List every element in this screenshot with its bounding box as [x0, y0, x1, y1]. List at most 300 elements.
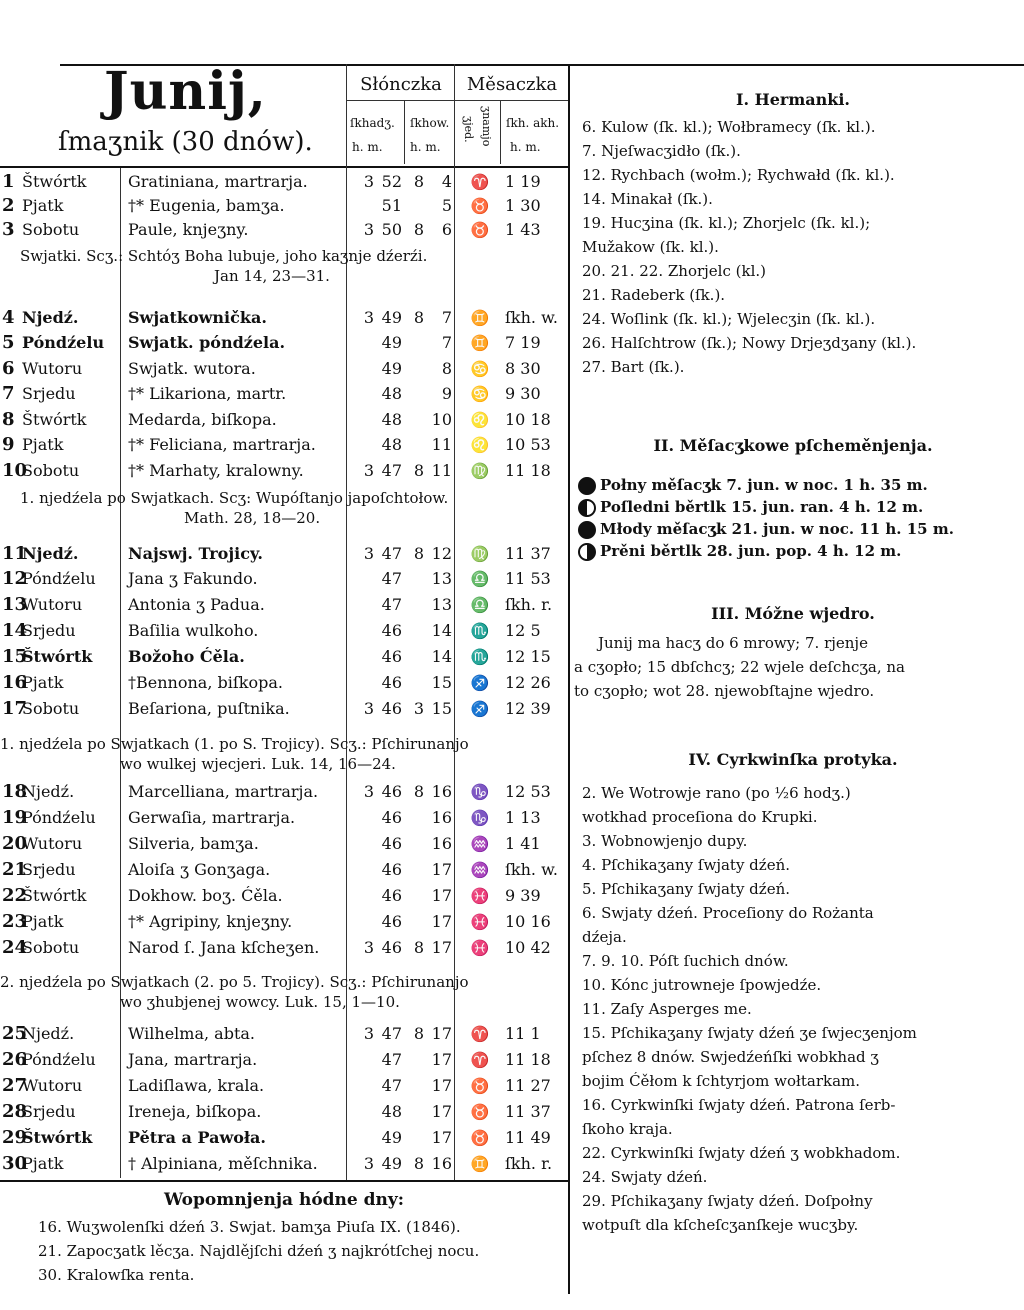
church-item: wotkhad proceſiona do Krupki.: [582, 808, 818, 826]
sunrise-minute: 51: [381, 196, 402, 215]
saint-name: Pětra a Pawoła.: [128, 1128, 266, 1147]
sunrise-minute: 49: [381, 1154, 402, 1173]
church-item: 5. Pſchikaʒany ſwjaty dźeń.: [582, 880, 790, 898]
weather-line-1: Junij ma hacʒ do 6 mrowy; 7. rjenje: [598, 634, 868, 652]
day-row: [0, 1048, 570, 1072]
weekday: Njedź.: [22, 782, 75, 801]
sunrise-minute: 48: [381, 410, 402, 429]
market-item: Mužakow (ſk. kl.).: [582, 238, 719, 256]
weekday: Njedź.: [22, 1024, 75, 1043]
church-item: 6. Swjaty dźeń. Proceſiony do Rożanta: [582, 904, 874, 922]
zodiac-sign-icon: ♑: [470, 783, 490, 801]
phase-first-quarter: [578, 540, 901, 562]
zodiac-sign-icon: ♊: [470, 334, 490, 352]
day-number: 13: [2, 594, 28, 615]
day-row: [0, 858, 570, 882]
week-note-3a: 1. njedźela po Swjatkach (1. po S. Trojicy). Scʒ.: Pſchirunanjo: [0, 735, 469, 753]
church-item: dźeja.: [582, 928, 627, 946]
day-number: 9: [2, 434, 15, 455]
saint-name: †* Feliciana, martrarja.: [128, 435, 316, 454]
saint-name: Paule, knjeʒny.: [128, 220, 249, 239]
week-note-4b: wo ʒhubjenej wowcy. Luk. 15, 1—10.: [120, 993, 400, 1011]
day-number: 14: [2, 620, 28, 641]
sunset-minute: 8: [441, 359, 452, 378]
market-item: 6. Kulow (ſk. kl.); Wołbramecy (ſk. kl.).: [582, 118, 876, 136]
church-item: 4. Pſchikaʒany ſwjaty dźeń.: [582, 856, 790, 874]
sun-set-label: ſkhow.: [410, 116, 450, 130]
day-number: 27: [2, 1075, 28, 1096]
sign-label-2: ʒjed.: [462, 116, 475, 143]
sunrise-minute: 47: [381, 1024, 402, 1043]
saint-name: Silveria, bamʒa.: [128, 834, 259, 853]
zodiac-sign-icon: ♈: [470, 1025, 490, 1043]
sunrise-hour: 3: [363, 1154, 374, 1173]
section-weather-title: III. Móžne wjedro.: [711, 604, 875, 623]
sunrise-minute: 48: [381, 1102, 402, 1121]
sunset-minute: 16: [431, 1154, 452, 1173]
moon-time: ſkh. r.: [505, 1154, 553, 1173]
sunset-minute: 17: [431, 1128, 452, 1147]
day-number: 28: [2, 1101, 28, 1122]
sunset-minute: 16: [431, 782, 452, 801]
zodiac-sign-icon: ♒: [470, 861, 490, 879]
sunset-hour: 8: [413, 172, 424, 191]
moon-time: 9 30: [505, 384, 541, 403]
saint-name: Gerwaſia, martrarja.: [128, 808, 296, 827]
saint-name: Dokhow. boʒ. Ćěla.: [128, 886, 283, 905]
church-item: 16. Cyrkwinſki ſwjaty dźeń. Patrona ſerb-: [582, 1096, 896, 1114]
sunrise-minute: 46: [381, 647, 402, 666]
weekday: Njedź.: [22, 544, 79, 563]
sun-rise-label: ſkhadʒ.: [350, 116, 395, 130]
day-row: [0, 832, 570, 856]
day-number: 30: [2, 1153, 28, 1174]
church-item: ſkoho kraja.: [582, 1120, 673, 1138]
sunset-minute: 17: [431, 938, 452, 957]
zodiac-sign-icon: ♋: [470, 385, 490, 403]
saint-name: Swjatk. wutora.: [128, 359, 256, 378]
day-number: 19: [2, 807, 28, 828]
saint-name: Beſariona, puſtnika.: [128, 699, 290, 718]
zodiac-sign-icon: ♊: [470, 309, 490, 327]
sunset-hour: 3: [413, 699, 424, 718]
church-item: 24. Swjaty dźeń.: [582, 1168, 708, 1186]
saint-name: Najswj. Trojicy.: [128, 544, 263, 563]
day-number: 3: [2, 219, 15, 240]
footer-item-1: 16. Wuʒwolenſki dźeń 3. Swjat. bamʒa Piuſa IX. (1846).: [38, 1218, 461, 1236]
moon-time: 11 49: [505, 1128, 551, 1147]
zodiac-sign-icon: ♓: [470, 939, 490, 957]
moon-time: 11 1: [505, 1024, 541, 1043]
moon-time: 1 13: [505, 808, 541, 827]
moon-time: ſkh. r.: [505, 595, 553, 614]
zodiac-sign-icon: ♉: [470, 221, 490, 239]
moon-time: 1 19: [505, 172, 541, 191]
day-number: 25: [2, 1023, 28, 1044]
day-row: [0, 306, 570, 330]
market-item: 26. Halſchtrow (ſk.); Nowy Drjeʒdʒany (kl.).: [582, 334, 917, 352]
sunrise-hour: 3: [363, 544, 374, 563]
saint-name: Jana, martrarja.: [128, 1050, 258, 1069]
day-row: [0, 806, 570, 830]
saint-name: †* Marhaty, kralowny.: [128, 461, 304, 480]
saint-name: †Bennona, biſkopa.: [128, 673, 283, 692]
weekday: Póndźelu: [22, 569, 96, 588]
day-row: [0, 567, 570, 591]
weekday: Pjatk: [22, 435, 64, 454]
day-number: 11: [2, 543, 28, 564]
moon-time: 10 53: [505, 435, 551, 454]
day-row: [0, 1152, 570, 1176]
weekday: Štwórtk: [22, 410, 87, 429]
sunset-hour: 8: [413, 461, 424, 480]
section-church-title: IV. Cyrkwinſka protyka.: [688, 750, 898, 769]
saint-name: Narod ſ. Jana kſcheʒen.: [128, 938, 320, 957]
new-moon-icon: [578, 521, 596, 539]
zodiac-sign-icon: ♐: [470, 700, 490, 718]
week-note-2a: 1. njedźela po Swjatkach. Scʒ: Wupóſtanjo japoſchtołow.: [20, 489, 449, 507]
zodiac-sign-icon: ♈: [470, 1051, 490, 1069]
moon-time: 8 30: [505, 359, 541, 378]
day-row: [0, 645, 570, 669]
zodiac-sign-icon: ♏: [470, 648, 490, 666]
weekday: Srjedu: [22, 384, 76, 403]
day-row: [0, 331, 570, 355]
sunset-minute: 17: [431, 1024, 452, 1043]
moon-time: 12 53: [505, 782, 551, 801]
market-item: 24. Woſlink (ſk. kl.); Wjelecʒin (ſk. kl.).: [582, 310, 876, 328]
moon-time: 12 5: [505, 621, 541, 640]
day-number: 16: [2, 672, 28, 693]
zodiac-sign-icon: ♈: [470, 173, 490, 191]
sunrise-minute: 47: [381, 595, 402, 614]
zodiac-sign-icon: ♍: [470, 545, 490, 563]
section-markets-title: I. Hermanki.: [735, 90, 850, 109]
weekday: Pjatk: [22, 673, 64, 692]
moon-header: Měsaczka: [466, 74, 558, 95]
day-row: [0, 1074, 570, 1098]
weekday: Pjatk: [22, 196, 64, 215]
zodiac-sign-icon: ♌: [470, 411, 490, 429]
day-row: [0, 357, 570, 381]
sunset-minute: 10: [431, 410, 452, 429]
sunrise-minute: 46: [381, 673, 402, 692]
hm-label-1: h. m.: [352, 140, 383, 154]
market-item: 12. Rychbach (wołm.); Rychwałd (ſk. kl.).: [582, 166, 895, 184]
sunset-hour: 8: [413, 220, 424, 239]
weekday: Wutoru: [22, 359, 83, 378]
full-moon-icon: [578, 477, 596, 495]
day-number: 12: [2, 568, 28, 589]
sunset-minute: 9: [441, 384, 452, 403]
zodiac-sign-icon: ♍: [470, 462, 490, 480]
sunset-minute: 14: [431, 647, 452, 666]
moon-time: 12 15: [505, 647, 551, 666]
moon-time: 11 37: [505, 1102, 551, 1121]
church-item: 7. 9. 10. Póſt ſuchich dnów.: [582, 952, 789, 970]
sunrise-minute: 48: [381, 435, 402, 454]
sunset-minute: 5: [441, 196, 452, 215]
market-item: 27. Bart (ſk.).: [582, 358, 685, 376]
week-note-1a: Swjatki. Scʒ.: Schtóʒ Boha lubuje, joho kaʒnje dźerźi.: [20, 247, 428, 265]
market-item: 14. Minakał (ſk.).: [582, 190, 713, 208]
weather-line-2: a cʒopło; 15 dbſchcʒ; 22 wjele deſchcʒa, na: [574, 658, 905, 676]
sunset-minute: 11: [431, 461, 452, 480]
sunrise-hour: 3: [363, 308, 374, 327]
day-number: 23: [2, 911, 28, 932]
day-number: 10: [2, 460, 28, 481]
saint-name: † Alpiniana, měſchnika.: [128, 1154, 318, 1173]
day-row: [0, 1126, 570, 1150]
sunset-minute: 11: [431, 435, 452, 454]
day-row: [0, 1022, 570, 1046]
month-subtitle: ſmaʒnik (30 dnów).: [58, 127, 313, 157]
moon-time: 10 18: [505, 410, 551, 429]
zodiac-sign-icon: ♓: [470, 887, 490, 905]
day-number: 21: [2, 859, 28, 880]
zodiac-sign-icon: ♉: [470, 197, 490, 215]
sunset-hour: 8: [413, 782, 424, 801]
day-row: [0, 619, 570, 643]
day-number: 7: [2, 383, 15, 404]
hm-label-3: h. m.: [510, 140, 541, 154]
day-row: [0, 671, 570, 695]
day-row: [0, 780, 570, 804]
sunrise-hour: 3: [363, 699, 374, 718]
moon-time: 12 39: [505, 699, 551, 718]
moon-time: 12 26: [505, 673, 551, 692]
moon-time: 11 53: [505, 569, 551, 588]
weekday: Srjedu: [22, 1102, 76, 1121]
day-row: [0, 218, 570, 242]
day-number: 17: [2, 698, 28, 719]
month-title: Junij,: [104, 61, 267, 122]
moon-time-label: ſkh. akh.: [506, 116, 560, 130]
saint-name: Medarda, biſkopa.: [128, 410, 277, 429]
day-row: [0, 433, 570, 457]
sunset-hour: 8: [413, 1154, 424, 1173]
weekday: Srjedu: [22, 860, 76, 879]
phase-new: [578, 518, 954, 540]
sunrise-minute: 50: [381, 220, 402, 239]
saint-name: Ireneja, biſkopa.: [128, 1102, 262, 1121]
day-number: 2: [2, 195, 15, 216]
sunrise-hour: 3: [363, 938, 374, 957]
first-quarter-moon-icon: [578, 543, 596, 561]
zodiac-sign-icon: ♒: [470, 835, 490, 853]
church-item: 11. Zaſy Asperges me.: [582, 1000, 752, 1018]
sunset-minute: 7: [441, 308, 452, 327]
saint-name: Swjatk. póndźela.: [128, 333, 286, 352]
zodiac-sign-icon: ♌: [470, 436, 490, 454]
church-item: bojim Ćěłom k ſchtyrjom wołtarkam.: [582, 1072, 861, 1090]
sunset-minute: 17: [431, 1076, 452, 1095]
zodiac-sign-icon: ♑: [470, 809, 490, 827]
day-row: [0, 194, 570, 218]
day-row: [0, 936, 570, 960]
sunrise-minute: 46: [381, 860, 402, 879]
weekday: Štwórtk: [22, 647, 93, 666]
zodiac-sign-icon: ♋: [470, 360, 490, 378]
moon-time: ſkh. w.: [505, 308, 558, 327]
phase-last-quarter-text: Poſledni běrtlk 15. jun. ran. 4 h. 12 m.: [600, 498, 924, 516]
sunrise-minute: 47: [381, 1076, 402, 1095]
sunset-minute: 13: [431, 595, 452, 614]
week-note-2b: Math. 28, 18—20.: [184, 509, 321, 527]
sunset-minute: 17: [431, 860, 452, 879]
phase-new-text: Młody měſacʒk 21. jun. w noc. 11 h. 15 m.: [600, 520, 954, 538]
saint-name: Jana ʒ Fakundo.: [128, 569, 258, 588]
weekday: Srjedu: [22, 621, 76, 640]
saint-name: Antonia ʒ Padua.: [128, 595, 265, 614]
day-row: [0, 910, 570, 934]
saint-name: †* Agripiny, knjeʒny.: [128, 912, 293, 931]
sunset-minute: 15: [431, 699, 452, 718]
section-moon-phases-title: II. Měſacʒkowe pſcheměnjenja.: [653, 436, 933, 455]
church-item: 10. Kónc jutrowneje ſpowjedźe.: [582, 976, 822, 994]
sun-header: Słónczka: [360, 74, 442, 95]
week-note-4a: 2. njedźela po Swjatkach (2. po 5. Trojicy). Scʒ.: Pſchirunanjo: [0, 973, 469, 991]
sunrise-minute: 46: [381, 808, 402, 827]
week-note-3b: wo wulkej wjecjeri. Luk. 14, 16—24.: [120, 755, 396, 773]
weekday: Wutoru: [22, 595, 83, 614]
saint-name: Swjatkownička.: [128, 308, 267, 327]
moon-time: 7 19: [505, 333, 541, 352]
weekday: Sobotu: [22, 938, 80, 957]
moon-time: ſkh. w.: [505, 860, 558, 879]
week-note-1b: Jan 14, 23—31.: [214, 267, 330, 285]
sunrise-minute: 49: [381, 333, 402, 352]
zodiac-sign-icon: ♎: [470, 596, 490, 614]
day-row: [0, 170, 570, 194]
zodiac-sign-icon: ♉: [470, 1077, 490, 1095]
sunrise-minute: 46: [381, 699, 402, 718]
day-row: [0, 542, 570, 566]
market-item: 21. Radeberk (ſk.).: [582, 286, 726, 304]
day-row: [0, 593, 570, 617]
sunrise-minute: 52: [381, 172, 402, 191]
sunrise-minute: 46: [381, 912, 402, 931]
zodiac-sign-icon: ♉: [470, 1129, 490, 1147]
saint-name: Božoho Ćěla.: [128, 647, 245, 666]
weekday: Štwórtk: [22, 1128, 93, 1147]
sunrise-minute: 48: [381, 384, 402, 403]
last-quarter-moon-icon: [578, 499, 596, 517]
zodiac-sign-icon: ♊: [470, 1155, 490, 1173]
sunset-minute: 13: [431, 569, 452, 588]
weekday: Pjatk: [22, 1154, 64, 1173]
sunrise-minute: 47: [381, 544, 402, 563]
sunrise-hour: 3: [363, 461, 374, 480]
sunrise-minute: 49: [381, 1128, 402, 1147]
sunset-minute: 12: [431, 544, 452, 563]
sunset-minute: 17: [431, 1102, 452, 1121]
church-item: 2. We Wotrowje rano (po ½6 hodʒ.): [582, 784, 851, 802]
weekday: Štwórtk: [22, 172, 87, 191]
saint-name: Baſilia wulkoho.: [128, 621, 259, 640]
sunrise-hour: 3: [363, 172, 374, 191]
day-number: 6: [2, 358, 15, 379]
day-number: 4: [2, 307, 15, 328]
weekday: Njedź.: [22, 308, 79, 327]
sunrise-minute: 49: [381, 359, 402, 378]
day-number: 24: [2, 937, 28, 958]
sunset-minute: 17: [431, 886, 452, 905]
day-number: 26: [2, 1049, 28, 1070]
church-item: 15. Pſchikaʒany ſwjaty dźeń ʒe ſwjecʒenjom: [582, 1024, 917, 1042]
weekday: Sobotu: [22, 461, 80, 480]
saint-name: †* Eugenia, bamʒa.: [128, 196, 285, 215]
day-number: 15: [2, 646, 28, 667]
weekday: Sobotu: [22, 220, 80, 239]
day-row: [0, 697, 570, 721]
day-number: 18: [2, 781, 28, 802]
sunset-minute: 16: [431, 808, 452, 827]
moon-time: 11 18: [505, 461, 551, 480]
moon-time: 11 27: [505, 1076, 551, 1095]
moon-time: 1 43: [505, 220, 541, 239]
sunrise-minute: 46: [381, 938, 402, 957]
day-row: [0, 1100, 570, 1124]
weekday: Štwórtk: [22, 886, 87, 905]
weekday: Wutoru: [22, 834, 83, 853]
phase-full-text: Połny měſacʒk 7. jun. w noc. 1 h. 35 m.: [600, 476, 928, 494]
moon-time: 11 37: [505, 544, 551, 563]
sunset-minute: 15: [431, 673, 452, 692]
sunset-minute: 17: [431, 912, 452, 931]
weekday: Póndźelu: [22, 808, 96, 827]
day-row: [0, 459, 570, 483]
sunrise-minute: 47: [381, 461, 402, 480]
moon-time: 1 41: [505, 834, 541, 853]
sunset-minute: 7: [441, 333, 452, 352]
moon-time: 11 18: [505, 1050, 551, 1069]
day-number: 1: [2, 171, 15, 192]
church-item: 29. Pſchikaʒany ſwjaty dźeń. Doſpołny: [582, 1192, 873, 1210]
footer-item-2: 21. Zapocʒatk lěcʒa. Najdlějſchi dźeń ʒ najkrótſchej nocu.: [38, 1242, 480, 1260]
weekday: Wutoru: [22, 1076, 83, 1095]
day-number: 20: [2, 833, 28, 854]
sunrise-hour: 3: [363, 782, 374, 801]
sunset-hour: 8: [413, 308, 424, 327]
phase-full: [578, 474, 928, 496]
footer-item-3: 30. Kralowſka renta.: [38, 1266, 195, 1284]
weekday: Sobotu: [22, 699, 80, 718]
day-row: [0, 382, 570, 406]
sunset-minute: 17: [431, 1050, 452, 1069]
sunset-hour: 8: [413, 544, 424, 563]
sunrise-minute: 46: [381, 834, 402, 853]
day-row: [0, 408, 570, 432]
saint-name: †* Likariona, martr.: [128, 384, 287, 403]
sunset-minute: 14: [431, 621, 452, 640]
zodiac-sign-icon: ♉: [470, 1103, 490, 1121]
zodiac-sign-icon: ♐: [470, 674, 490, 692]
market-item: 7. Njeſwacʒidło (ſk.).: [582, 142, 741, 160]
hm-label-2: h. m.: [410, 140, 441, 154]
day-number: 5: [2, 332, 15, 353]
saint-name: Gratiniana, martrarja.: [128, 172, 308, 191]
moon-time: 9 39: [505, 886, 541, 905]
sunset-minute: 16: [431, 834, 452, 853]
weekday: Póndźelu: [22, 1050, 96, 1069]
day-number: 29: [2, 1127, 28, 1148]
sign-label: ʒnamjo: [480, 106, 493, 147]
saint-name: Marcelliana, martrarja.: [128, 782, 319, 801]
sunset-minute: 6: [441, 220, 452, 239]
market-item: 19. Hucʒina (ſk. kl.); Zhorjelc (ſk. kl.);: [582, 214, 871, 232]
phase-last-quarter: [578, 496, 923, 518]
